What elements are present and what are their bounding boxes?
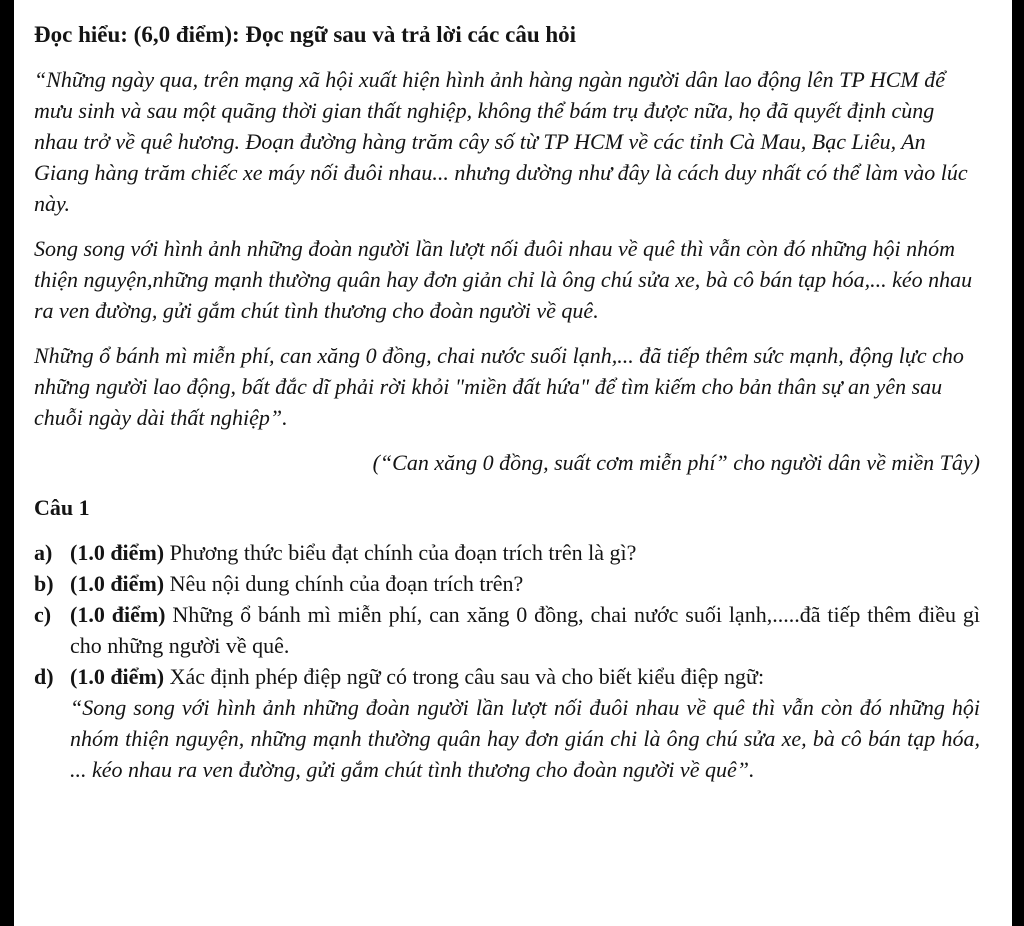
document-content: [34, 12, 980, 785]
passage-paragraph: Song song với hình ảnh những đoàn người lần lượt nối đuôi nhau về quê thì vẫn còn đó những hội nhóm thiện nguyện,những mạnh thường quân hay đơn giản chỉ là ông chú sửa xe, bà cô bán tạp hóa,... kéo nhau ra ven đường, gửi gắm chút tình thương cho đoàn người về quê.: [34, 236, 973, 323]
passage-paragraph: Những ổ bánh mì miễn phí, can xăng 0 đồng, chai nước suối lạnh,... đã tiếp thêm sức mạnh, động lực cho những người lao động, bất đắc dĩ phải rời khỏi "miền đất hứa" để tìm kiếm cho bản thân sự an yên sau chuỗi ngày dài thất nghiệp”.: [34, 343, 964, 430]
question-item-b: [34, 568, 980, 599]
document-page: [14, 0, 1012, 926]
question-text: Nêu nội dung chính của đoạn trích trên?: [169, 571, 524, 596]
passage-source: (“Can xăng 0 đồng, suất cơm miễn phí” cho người dân về miền Tây): [372, 450, 980, 475]
question-letter: b): [34, 571, 54, 596]
question-text: Những ổ bánh mì miễn phí, can xăng 0 đồng, chai nước suối lạnh,.....đã tiếp thêm điều gì cho những người về quê.: [70, 602, 981, 658]
question-points: (1.0 điểm): [70, 664, 165, 689]
question-letter: d): [34, 664, 54, 689]
question-item-d: [34, 661, 980, 785]
question-letter: a): [34, 540, 53, 565]
question-letter: c): [34, 602, 52, 627]
question-text: Xác định phép điệp ngữ có trong câu sau và cho biết kiểu điệp ngữ:: [169, 664, 765, 689]
question-text: Phương thức biểu đạt chính của đoạn trích trên là gì?: [169, 540, 637, 565]
question-item-a: [34, 537, 980, 568]
question-item-c: [34, 599, 980, 661]
question-points: (1.0 điểm): [70, 540, 165, 565]
question-heading: Câu 1: [34, 495, 90, 520]
section-heading: Đọc hiểu: (6,0 điểm): Đọc ngữ sau và trả lời các câu hỏi: [34, 22, 577, 47]
passage-paragraph: “Những ngày qua, trên mạng xã hội xuất hiện hình ảnh hàng ngàn người dân lao động lên TP HCM để mưu sinh và sau một quãng thời gian thất nghiệp, không thể bám trụ được nữa, họ đã quyết định cùng nhau trở về quê hương. Đoạn đường hàng trăm cây số từ TP HCM về các tỉnh Cà Mau, Bạc Liêu, An Giang hàng trăm chiếc xe máy nối đuôi nhau... nhưng dường như đây là cách duy nhất có thể làm vào lúc này.: [34, 67, 968, 216]
question-points: (1.0 điểm): [70, 602, 166, 627]
question-quote: “Song song với hình ảnh những đoàn người lần lượt nối đuôi nhau về quê thì vẫn còn đó những hội nhóm thiện nguyện, những mạnh thường quân hay đơn gián chi là ông chú sửa xe, bà cô bán tạp hóa, ... kéo nhau ra ven đường, gửi gắm chút tình thương cho đoàn người về quê”.: [70, 695, 980, 782]
question-points: (1.0 điểm): [70, 571, 165, 596]
